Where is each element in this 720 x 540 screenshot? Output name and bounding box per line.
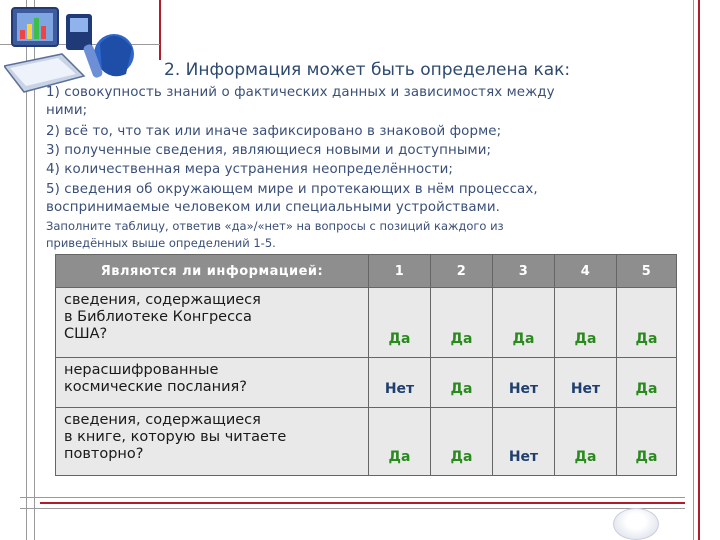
computer-logo-icon bbox=[4, 4, 154, 96]
question-line: в Библиотеке Конгресса bbox=[64, 309, 252, 325]
instruction-line: Заполните таблицу, ответив «да»/«нет» на вопросы с позиций каждого из bbox=[46, 219, 504, 233]
answer-cell: Да bbox=[431, 288, 493, 358]
table-row bbox=[56, 358, 677, 408]
answer-cell: Нет bbox=[555, 358, 617, 408]
header-question: Являются ли информацией: bbox=[56, 255, 369, 288]
definition-line: 2) всё то, что так или иначе зафиксировано в знаковой форме; bbox=[46, 124, 502, 139]
header-def-4: 4 bbox=[555, 255, 617, 288]
question-line: сведения, содержащиеся bbox=[64, 412, 261, 428]
answer-cell: Да bbox=[369, 408, 431, 476]
frame-line-bottom-2 bbox=[20, 508, 685, 509]
header-def-1: 1 bbox=[369, 255, 431, 288]
frame-line-red-vertical bbox=[159, 0, 161, 60]
definition-line: ними; bbox=[46, 103, 88, 118]
answer-cell: Да bbox=[617, 408, 677, 476]
instruction-text bbox=[46, 218, 504, 252]
frame-line-right bbox=[693, 0, 694, 540]
question-cell bbox=[56, 288, 369, 358]
question-cell bbox=[56, 358, 369, 408]
header-def-5: 5 bbox=[617, 255, 677, 288]
question-line: нерасшифрованные bbox=[64, 362, 219, 378]
answer-cell: Да bbox=[555, 288, 617, 358]
definition-line: 5) сведения об окружающем мире и протекающих в нём процессах, bbox=[46, 182, 538, 197]
answer-cell: Да bbox=[493, 288, 555, 358]
table-row bbox=[56, 408, 677, 476]
question-line: США? bbox=[64, 326, 108, 342]
question-line: космические послания? bbox=[64, 379, 247, 395]
slide-title: 2. Информация может быть определена как: bbox=[164, 60, 571, 80]
question-line: сведения, содержащиеся bbox=[64, 292, 261, 308]
question-line: повторно? bbox=[64, 446, 144, 462]
definition-line: воспринимаемые человеком или специальными устройствами. bbox=[46, 200, 500, 215]
frame-line-red-bottom bbox=[40, 502, 685, 504]
definition-line: 1) совокупность знаний о фактических данных и зависимостях между bbox=[46, 85, 555, 100]
answer-cell: Нет bbox=[493, 408, 555, 476]
answer-cell: Да bbox=[555, 408, 617, 476]
table-header-row bbox=[56, 255, 677, 288]
question-cell bbox=[56, 408, 369, 476]
answer-cell: Да bbox=[369, 288, 431, 358]
answer-cell: Да bbox=[431, 408, 493, 476]
instruction-line: приведённых выше определений 1-5. bbox=[46, 236, 276, 250]
frame-line-red-right bbox=[698, 0, 700, 540]
header-def-3: 3 bbox=[493, 255, 555, 288]
answer-cell: Нет bbox=[369, 358, 431, 408]
definition-line: 4) количественная мера устранения неопределённости; bbox=[46, 162, 454, 177]
answer-cell: Да bbox=[431, 358, 493, 408]
answers-table bbox=[55, 254, 677, 476]
decorative-oval-icon bbox=[613, 508, 659, 540]
table-row bbox=[56, 288, 677, 358]
header-def-2: 2 bbox=[431, 255, 493, 288]
answer-cell: Нет bbox=[493, 358, 555, 408]
definition-line: 3) полученные сведения, являющиеся новыми и доступными; bbox=[46, 143, 492, 158]
frame-line-bottom-1 bbox=[20, 497, 685, 498]
answer-cell: Да bbox=[617, 358, 677, 408]
question-line: в книге, которую вы читаете bbox=[64, 429, 287, 445]
answer-cell: Да bbox=[617, 288, 677, 358]
